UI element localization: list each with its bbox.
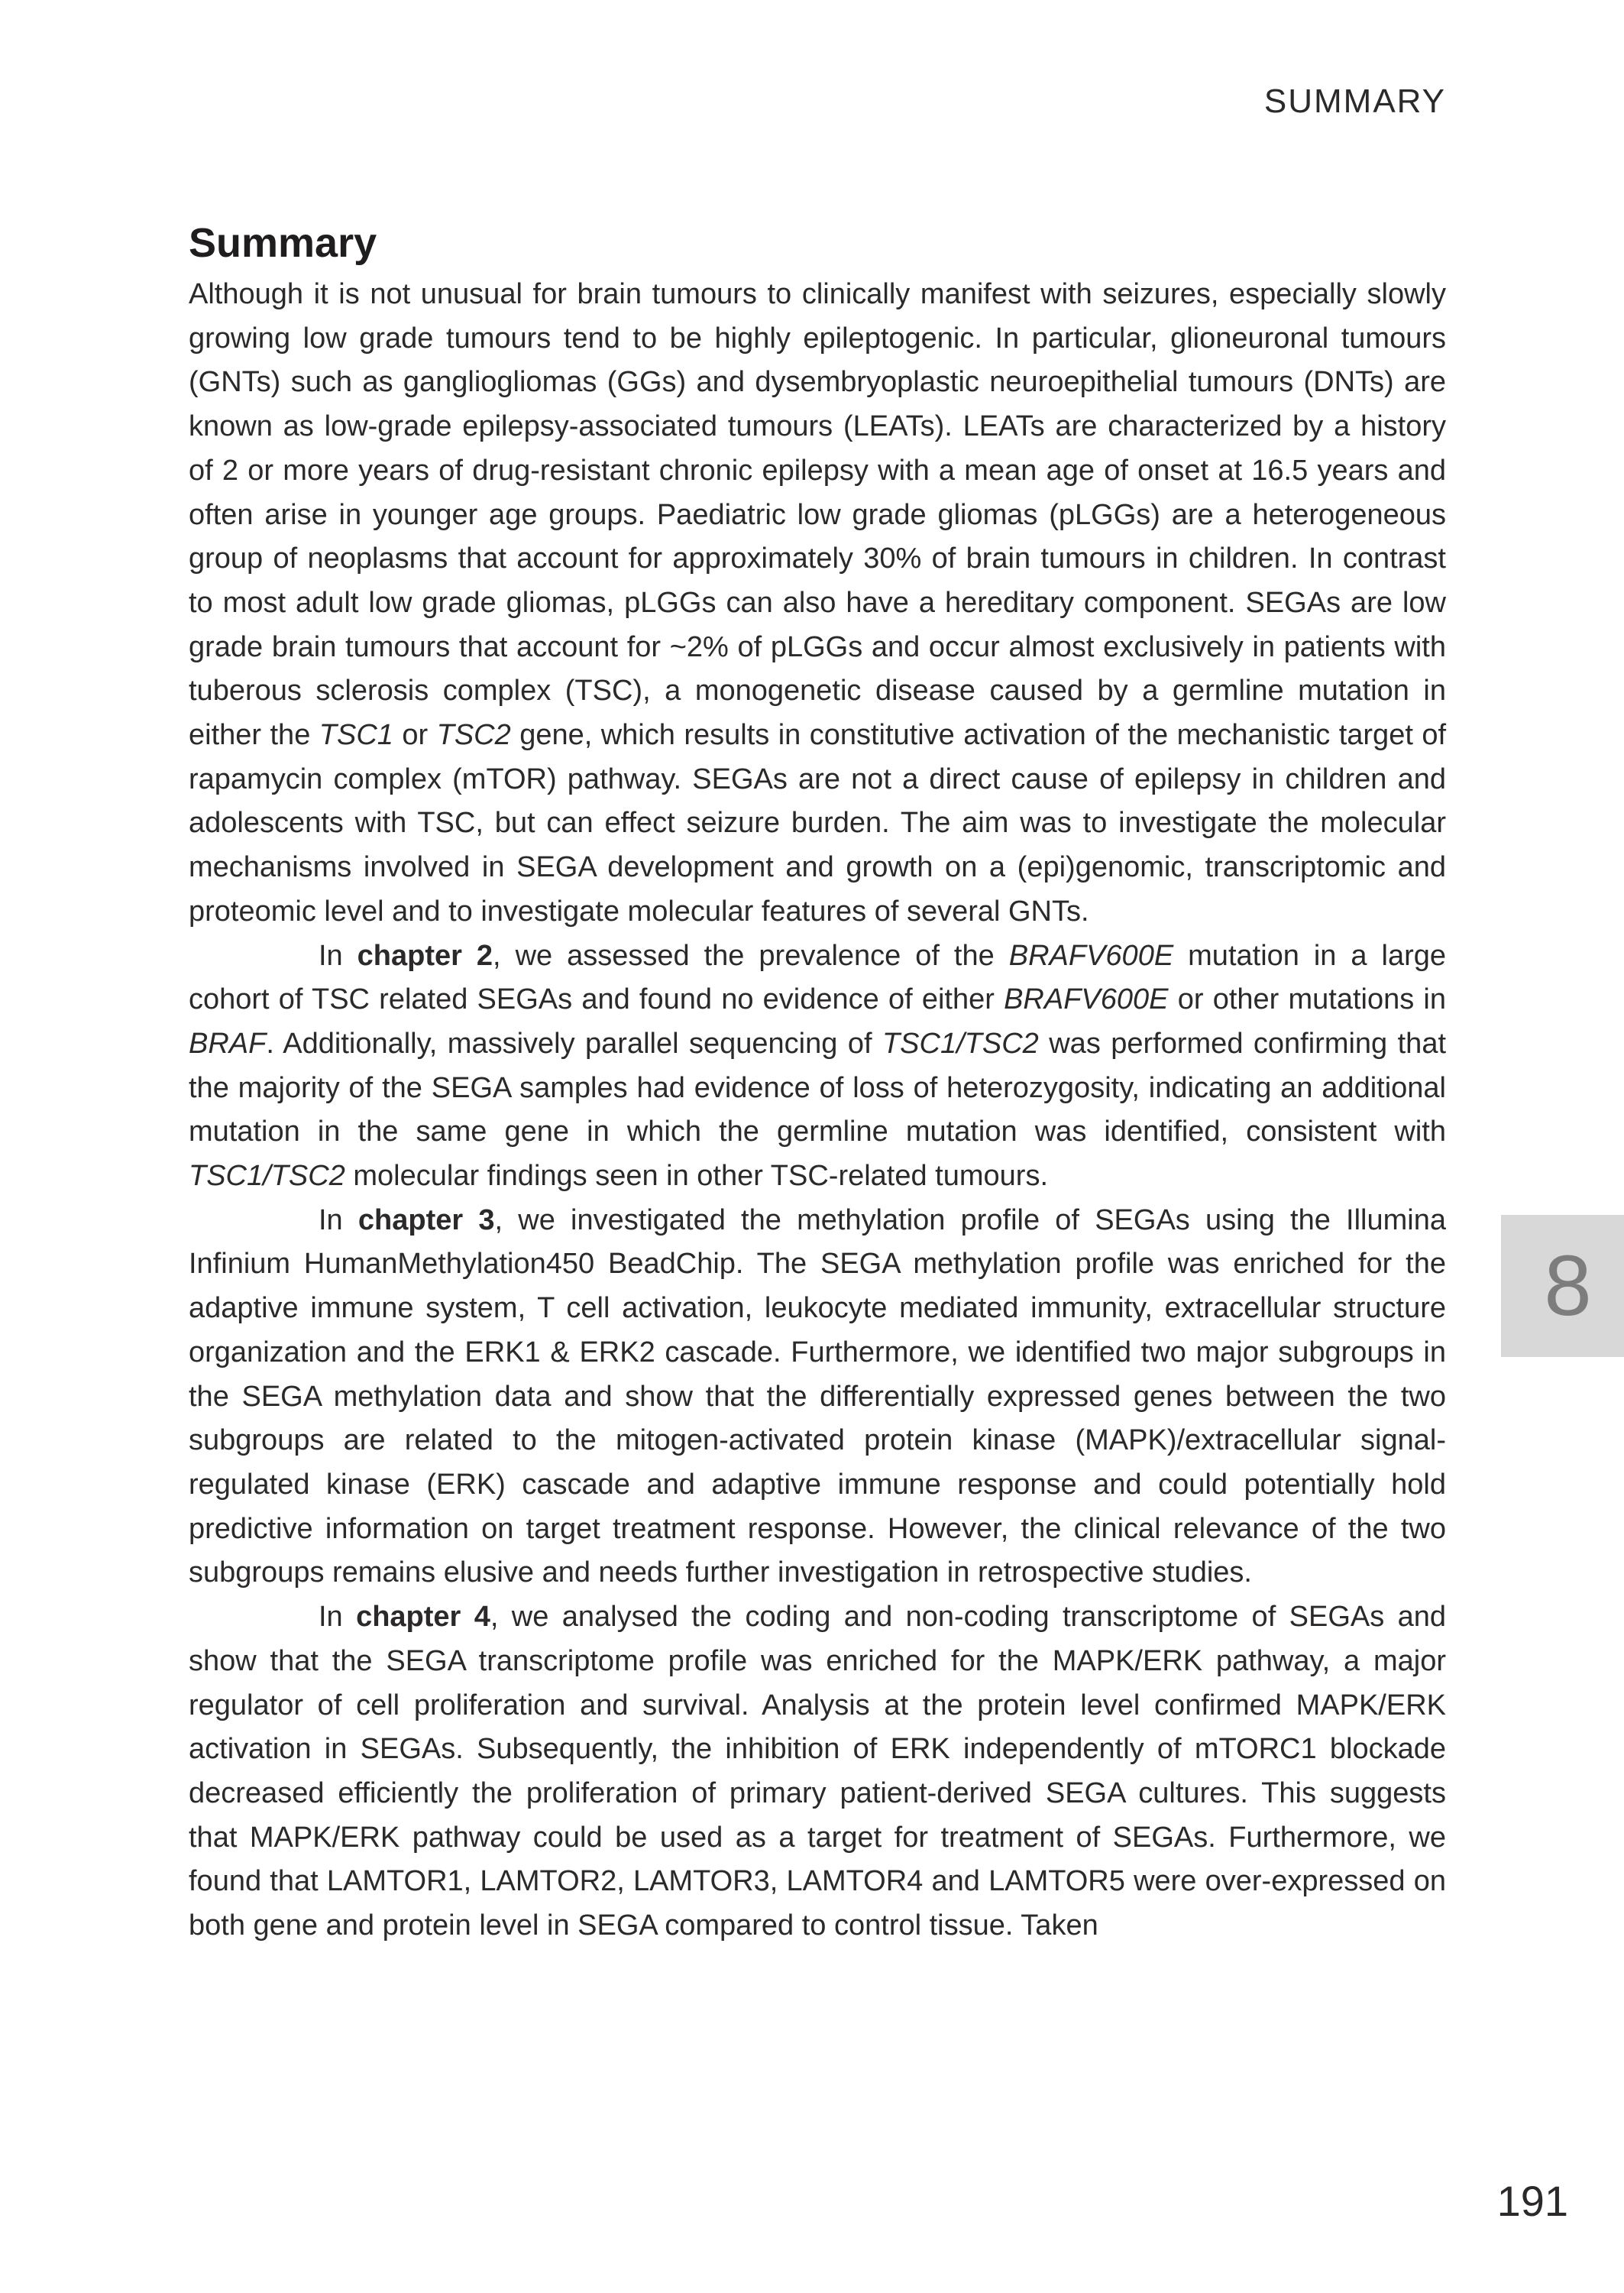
text-segment: TSC2 — [436, 719, 511, 752]
text-segment: , we assessed the prevalence of the — [493, 939, 1009, 972]
paragraph — [189, 934, 1446, 1199]
text-segment: chapter 4 — [356, 1601, 490, 1634]
running-header: SUMMARY — [1263, 83, 1446, 120]
text-segment: chapter 2 — [357, 939, 493, 972]
text-segment: was performed confirming that the majority of the SEGA samples had evidence of loss of heterozygosity, indicating an additional mutation in the same gene in which the germline mutation was identified, consistent with — [189, 1027, 1447, 1148]
text-segment: chapter 3 — [357, 1203, 495, 1236]
text-segment: In — [319, 939, 357, 972]
text-segment: mutation in a large cohort of TSC related SEGAs and found no evidence of either — [189, 939, 1447, 1016]
paragraph — [189, 1199, 1446, 1595]
text-segment: TSC1 — [319, 719, 393, 752]
text-segment: Although it is not unusual for brain tumours to clinically manifest with seizures, especially slowly growing low grade tumours tend to be highly epileptogenic. In particular, glioneuronal tumours (GNTs) such as gangliogliomas (GGs) and dysembryoplastic neuroepithelial tumours (DNTs) are known as low-grade epilepsy-associated tumours (LEATs). LEATs are characterized by a history of 2 or more years of drug-resistant chronic epilepsy with a mean age of onset at 16.5 years and often arise in younger age groups. Paediatric low grade gliomas (pLGGs) are a heterogeneous group of neoplasms that account for approximately 30% of brain tumours in children. In contrast to most adult low grade gliomas, pLGGs can also have a hereditary component. SEGAs are low grade brain tumours that account for ~2% of pLGGs and occur almost exclusively in patients with tuberous sclerosis complex (TSC), a monogenetic disease caused by a germline mutation in either the — [189, 278, 1446, 752]
text-segment: gene, which results in constitutive activation of the mechanistic target of rapamycin complex (mTOR) pathway. SEGAs are not a direct cause of epilepsy in children and adolescents with TSC, but can effect seizure burden. The aim was to investigate the molecular mechanisms involved in SEGA development and growth on a (epi)genomic, transcriptomic and proteomic level and to investigate molecular features of several GNTs. — [189, 719, 1447, 928]
main-text-column — [189, 220, 1446, 1948]
text-segment: or other mutations in — [1168, 983, 1446, 1016]
text-segment: molecular findings seen in other TSC-related tumours. — [345, 1160, 1049, 1193]
page-number: 191 — [1496, 2177, 1568, 2225]
chapter-thumb-tab — [1501, 1215, 1624, 1357]
body-paragraphs — [189, 273, 1446, 1948]
paragraph — [189, 273, 1446, 934]
text-segment: TSC1/TSC2 — [189, 1160, 345, 1193]
text-segment: or — [393, 719, 437, 752]
section-heading: Summary — [189, 220, 377, 266]
text-segment: BRAFV600E — [1008, 939, 1174, 972]
chapter-tab-number: 8 — [1544, 1238, 1592, 1333]
text-segment: , we analysed the coding and non-coding transcriptome of SEGAs and show that the SEGA transcriptome profile was enriched for the MAPK/ERK pathway, a major regulator of cell proliferation and survival. Analysis at the protein level confirmed MAPK/ERK activation in SEGAs. Subsequently, the inhibition of ERK independently of mTORC1 blockade decreased efficiently the proliferation of primary patient-derived SEGA cultures. This suggests that MAPK/ERK pathway could be used as a target for treatment of SEGAs. Furthermore, we found that LAMTOR1, LAMTOR2, LAMTOR3, LAMTOR4 and LAMTOR5 were over-expressed on both gene and protein level in SEGA compared to control tissue. Taken — [189, 1601, 1446, 1942]
text-segment: In — [319, 1601, 357, 1634]
paragraph — [189, 1595, 1446, 1948]
text-segment: , we investigated the methylation profile of SEGAs using the Illumina Infinium HumanMethylation450 BeadChip. The SEGA methylation profile was enriched for the adaptive immune system, T cell activation, leukocyte mediated immunity, extracellular structure organization and the ERK1 & ERK2 cascade. Furthermore, we identified two major subgroups in the SEGA methylation data and show that the differentially expressed genes between the two subgroups are related to the mitogen-activated protein kinase (MAPK)/extracellular signal-regulated kinase (ERK) cascade and adaptive immune response and could potentially hold predictive information on target treatment response. However, the clinical relevance of the two subgroups remains elusive and needs further investigation in retrospective studies. — [189, 1203, 1447, 1589]
text-segment: TSC1/TSC2 — [882, 1027, 1039, 1060]
text-segment: . Additionally, massively parallel sequencing of — [266, 1027, 882, 1060]
text-segment: BRAF — [189, 1027, 267, 1060]
text-segment: BRAFV600E — [1004, 983, 1169, 1016]
text-segment: In — [319, 1203, 358, 1236]
